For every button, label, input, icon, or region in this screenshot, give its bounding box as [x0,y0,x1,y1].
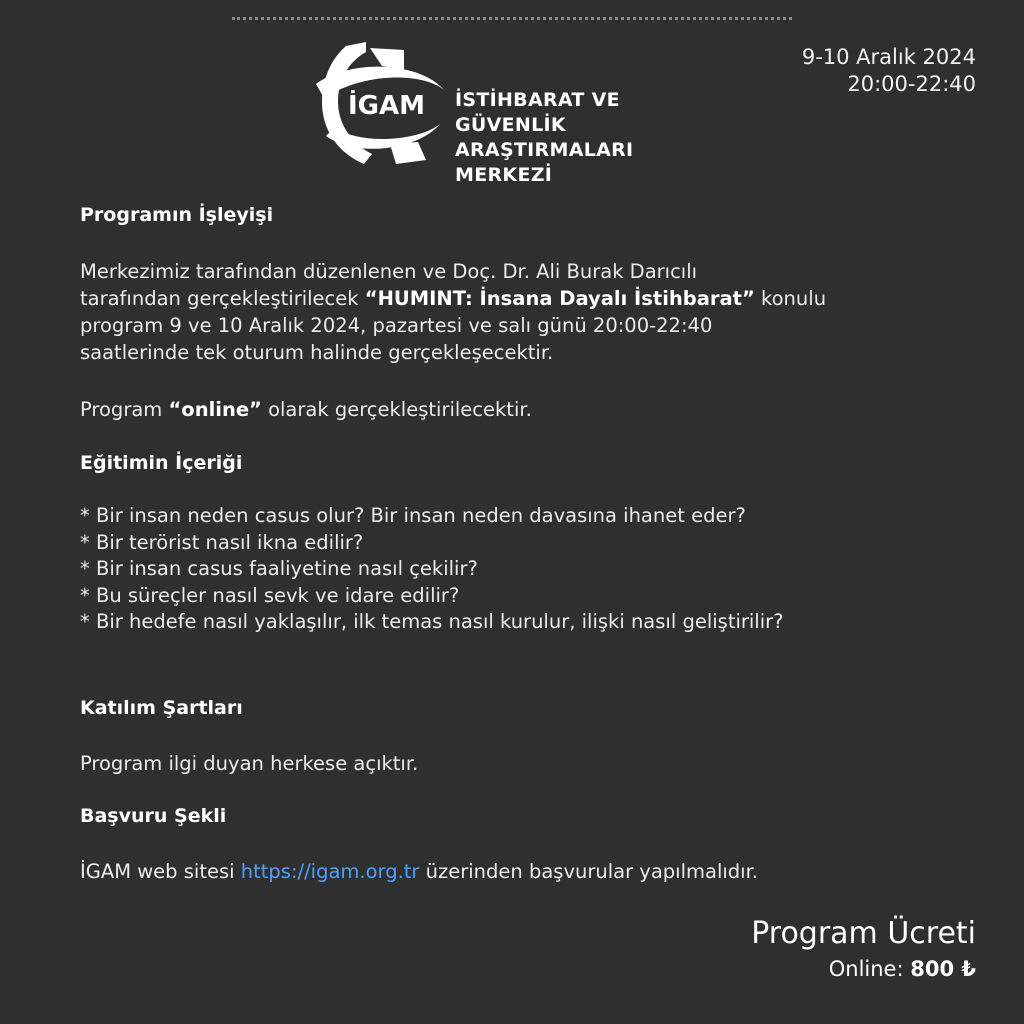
event-time: 20:00-22:40 [847,72,976,96]
process-line-1: Merkezimiz tarafından düzenlenen ve Doç. Dr. Ali Burak Darıcılı [80,260,698,283]
logo-name-line2: ARAŞTIRMALARI MERKEZİ [455,139,634,186]
program-title: “HUMINT: İnsana Dayalı İstihbarat” [364,287,755,310]
event-date: 9-10 Aralık 2024 [801,45,976,69]
online-pre: Program [80,398,169,421]
fee-label: Online: [828,957,911,981]
list-item: * Bir terörist nasıl ikna edilir? [80,530,364,554]
content-bullet-list [80,503,784,636]
logo-name-line1: İSTİHBARAT VE GÜVENLİK [455,89,620,136]
logo-organization-name [455,88,728,188]
igam-logo [308,40,728,186]
list-item: * Bir insan neden casus olur? Bir insan neden davasına ihanet eder? [80,504,746,527]
process-line-3: program 9 ve 10 Aralık 2024, pazartesi ve salı günü 20:00-22:40 [80,314,713,337]
fee-line [751,954,976,984]
top-dotted-divider [232,17,792,20]
section-heading-conditions: Katılım Şartları [80,697,243,719]
program-fee [751,914,976,984]
list-item: * Bu süreçler nasıl sevk ve idare edilir? [80,583,460,607]
process-paragraph [80,258,826,366]
section-heading-content: Eğitimin İçeriği [80,452,243,474]
process-line-2 [80,285,826,312]
fee-amount: 800 ₺ [910,957,976,981]
online-post: olarak gerçekleştirilecektir. [261,398,532,421]
process-line-2-post: konulu [754,287,827,310]
list-item: * Bir hedefe nasıl yaklaşılır, ilk temas nasıl kurulur, ilişki nasıl geliştirilir? [80,610,784,633]
process-line-4: saatlerinde tek oturum halinde gerçekleşecektir. [80,341,554,364]
application-text-pre: İGAM web sitesi [80,860,241,883]
fee-title: Program Ücreti [751,916,976,951]
application-text [80,858,758,885]
event-date-time [802,44,976,98]
conditions-text: Program ilgi duyan herkese açıktır. [80,752,419,775]
logo-emblem-text: İGAM [348,91,426,121]
list-item: * Bir insan casus faaliyetine nasıl çekilir? [80,557,478,580]
section-heading-process: Programın İşleyişi [80,204,274,226]
website-link[interactable]: https://igam.org.tr [240,860,420,883]
section-heading-application: Başvuru Şekli [80,805,227,827]
application-text-post: üzerinden başvurular yapılmalıdır. [419,860,759,883]
online-keyword: “online” [168,398,262,421]
igam-emblem-icon [308,40,453,170]
online-statement [80,396,532,423]
process-line-2-pre: tarafından gerçekleştirilecek [80,287,365,310]
